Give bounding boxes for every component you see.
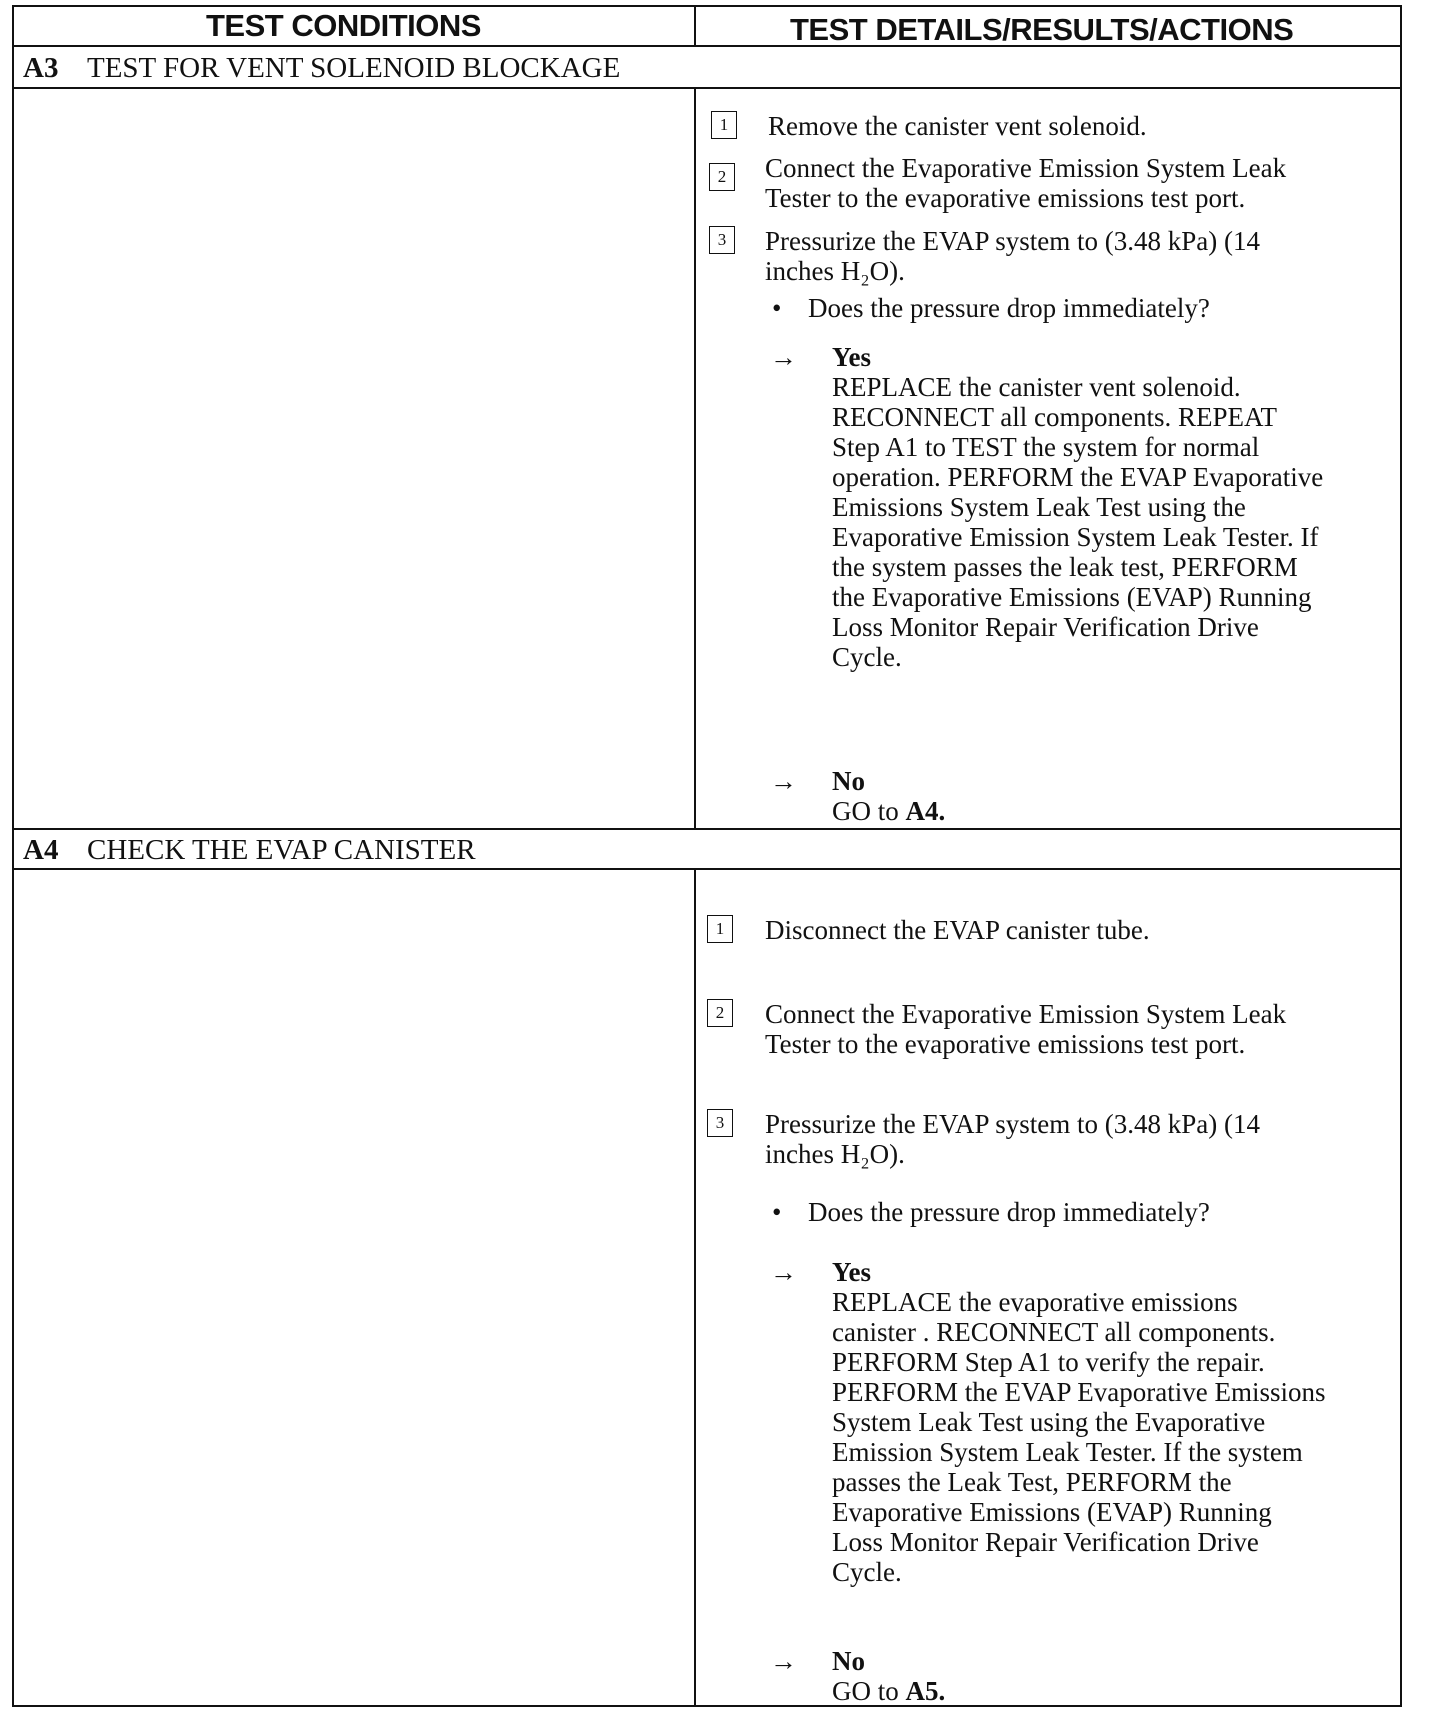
answer-label-no: No [832, 1646, 865, 1676]
goto-target: A5 [905, 1676, 939, 1706]
answer-line: RECONNECT all components. REPEAT [832, 402, 1277, 432]
answer-line: Cycle. [832, 1557, 902, 1587]
step-number-box: 3 [707, 1109, 733, 1137]
step-text: Pressurize the EVAP system to (3.48 kPa) (14 [765, 226, 1260, 256]
answer-text-no [832, 796, 945, 826]
column-divider-a3 [694, 87, 696, 830]
step-text: Connect the Evaporative Emission System Leak [765, 999, 1287, 1029]
section-title: CHECK THE EVAP CANISTER [87, 834, 476, 866]
bullet-icon: • [772, 1197, 782, 1227]
step-number-box: 1 [711, 111, 737, 139]
answer-line: Evaporative Emission System Leak Tester. If [832, 522, 1319, 552]
step-number-box: 3 [709, 226, 735, 254]
step-text: Remove the canister vent solenoid. [768, 111, 1147, 141]
table-border-right [1400, 5, 1402, 1707]
answer-line: Emissions System Leak Test using the [832, 492, 1246, 522]
table-border-bottom [12, 1705, 1402, 1707]
right-arrow-icon: → [770, 766, 797, 796]
question-text: Does the pressure drop immediately? [808, 293, 1210, 323]
step-text: Disconnect the EVAP canister tube. [765, 915, 1150, 945]
step-text: Connect the Evaporative Emission System Leak [765, 153, 1287, 183]
column-divider-a4 [694, 868, 696, 1707]
answer-line: Step A1 to TEST the system for normal [832, 432, 1260, 462]
answer-line: Loss Monitor Repair Verification Drive [832, 1527, 1259, 1557]
a3-header-divider [12, 87, 1402, 89]
answer-line: REPLACE the evaporative emissions [832, 1287, 1238, 1317]
answer-line: System Leak Test using the Evaporative [832, 1407, 1266, 1437]
answer-label-yes: Yes [832, 1257, 871, 1287]
a4-header-divider [12, 868, 1402, 870]
step-text: inches H₂O). [765, 1139, 905, 1169]
a3-question [772, 293, 1210, 324]
answer-line: Emission System Leak Tester. If the system [832, 1437, 1303, 1467]
answer-line: Loss Monitor Repair Verification Drive [832, 612, 1259, 642]
answer-line: operation. PERFORM the EVAP Evaporative [832, 462, 1324, 492]
table-border-top [12, 5, 1402, 7]
right-arrow-icon: → [770, 1257, 797, 1287]
goto-prefix: GO to [832, 796, 906, 826]
section-header-a3 [23, 52, 620, 85]
table-border-left [12, 5, 14, 1707]
answer-line: canister . RECONNECT all components. [832, 1317, 1276, 1347]
step-text: Tester to the evaporative emissions test port. [765, 1029, 1246, 1059]
answer-label-no: No [832, 766, 865, 796]
step-text: inches H₂O). [765, 256, 905, 286]
right-arrow-icon: → [770, 342, 797, 372]
section-id: A4 [23, 834, 59, 866]
column-divider-header [694, 5, 696, 47]
answer-line: PERFORM Step A1 to verify the repair. [832, 1347, 1265, 1377]
step-number-box: 2 [709, 163, 735, 191]
section-title: TEST FOR VENT SOLENOID BLOCKAGE [87, 52, 621, 84]
goto-prefix: GO to [832, 1676, 906, 1706]
answer-line: PERFORM the EVAP Evaporative Emissions [832, 1377, 1326, 1407]
answer-label-yes: Yes [832, 342, 871, 372]
right-arrow-icon: → [770, 1646, 797, 1676]
answer-text-yes [832, 372, 1323, 672]
goto-suffix: . [938, 1676, 946, 1706]
section-header-a4 [23, 834, 476, 867]
step-text: Pressurize the EVAP system to (3.48 kPa) (14 [765, 1109, 1260, 1139]
answer-text-yes [832, 1287, 1326, 1587]
answer-text-no [832, 1676, 945, 1706]
answer-line: Cycle. [832, 642, 902, 672]
question-text: Does the pressure drop immediately? [808, 1197, 1210, 1227]
goto-target: A4 [905, 796, 939, 826]
goto-suffix: . [938, 796, 946, 826]
step-text: Tester to the evaporative emissions test port. [765, 183, 1246, 213]
column-header-test-conditions: TEST CONDITIONS [206, 8, 481, 43]
answer-line: the Evaporative Emissions (EVAP) Running [832, 582, 1312, 612]
a4-header-top [12, 828, 1402, 830]
step-number-box: 1 [707, 915, 733, 943]
bullet-icon: • [772, 293, 782, 323]
column-header-test-details: TEST DETAILS/RESULTS/ACTIONS [790, 12, 1294, 47]
section-id: A3 [23, 52, 59, 84]
answer-line: passes the Leak Test, PERFORM the [832, 1467, 1232, 1497]
step-number-box: 2 [707, 999, 733, 1027]
a4-question [772, 1197, 1210, 1228]
answer-line: Evaporative Emissions (EVAP) Running [832, 1497, 1272, 1527]
answer-line: REPLACE the canister vent solenoid. [832, 372, 1241, 402]
answer-line: the system passes the leak test, PERFORM [832, 552, 1298, 582]
